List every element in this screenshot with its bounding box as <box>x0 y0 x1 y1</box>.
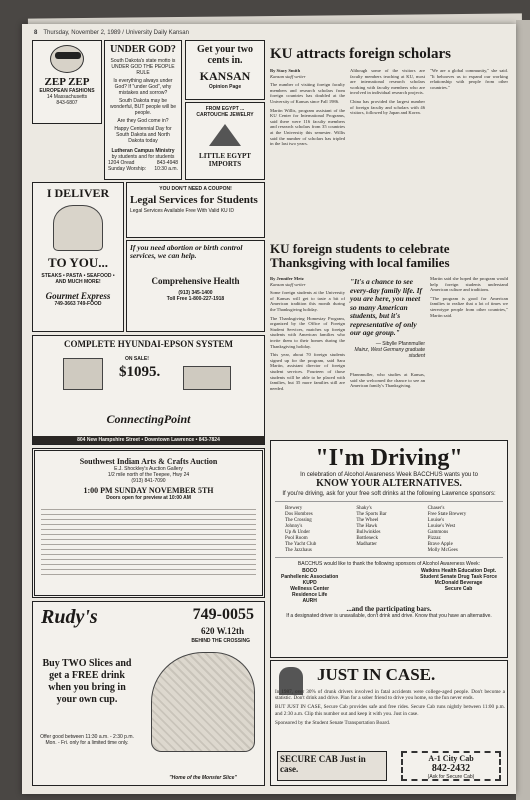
pyramid-icon <box>209 124 241 146</box>
zepzep-ad <box>32 40 102 124</box>
zepzep-phone: 843-6807 <box>56 100 78 106</box>
story1-para-1: Martin Willis, program assistant of the KU Center for International Programs, said there were 116 faculty members and research scholars from 35 countries at the University this semester. Willis said the number of scholars has tripled in the last two years. <box>270 107 345 147</box>
story1-byline: By Stacy Smith <box>270 68 301 73</box>
jewelry-brand: LITTLE EGYPT IMPORTS <box>199 152 251 168</box>
health-services-ad <box>126 240 265 332</box>
sponsor-item: The Jazzhaus <box>285 548 312 553</box>
under-god-line-2: South Dakota may be wonderful, BUT people will be people. <box>109 98 177 116</box>
jic-body <box>275 689 505 729</box>
story2-role: Kansan staff writer <box>270 281 306 287</box>
rudys-addr: 620 W.12th <box>200 626 244 636</box>
jewelry-line2: CARTOUCHE JEWELRY <box>196 112 254 118</box>
pullquote-author: — Sibylle Pfannmuller <box>375 340 425 347</box>
driving-know: KNOW YOUR ALTERNATIVES. <box>316 478 462 489</box>
hyundai-addr: 804 New Hampshire Street • Downtown Lawrence • 843-7824 <box>33 436 264 444</box>
sponsor-item <box>356 548 421 553</box>
rudys-phone: 749-0055 <box>192 606 254 623</box>
jic-city: A-1 City Cab <box>428 754 474 763</box>
sponsor-item: The Sports Bar <box>356 512 387 517</box>
story1-headline: KU attracts foreign scholars <box>270 46 451 62</box>
sponsor-item: Johnny's <box>285 524 303 529</box>
sponsor-item: Brewery <box>285 506 303 511</box>
sponsor-item: Up & Under <box>285 530 310 535</box>
jic-title: JUST IN CASE. <box>317 665 436 684</box>
driving-intro: In celebration of Alcohol Awareness Week BACCHUS wants you to <box>300 472 478 478</box>
sponsor-item: The Wheel <box>356 518 379 523</box>
driving-thanks: BACCHUS would like to thank the following sponsors of Alcohol Awareness Week: <box>297 561 481 567</box>
story1-para-0: The number of visiting foreign faculty members and research scholars from foreign countries has doubled at the University of Kansas since Fall 1986. <box>270 82 345 104</box>
sponsor-item: Pizzaz <box>427 536 441 541</box>
under-god-line-3: Are they God come in? <box>117 118 169 124</box>
deliver-items: STEAKS • PASTA • SEAFOOD • AND MUCH MORE! <box>41 273 115 285</box>
story2-para-1: The Thanksgiving Homestay Program, organized by the Office of Foreign Student Services, matches up foreign students with American families who invite them to their homes during the Thanksgiving holiday. <box>270 315 345 349</box>
story2-headline: KU foreign students to celebrate Thanksgiving with local families <box>270 241 450 270</box>
thanks-s5: Residence Life <box>292 592 328 598</box>
two-cents-paper: KANSAN <box>199 69 251 83</box>
rudys-pizza-ad <box>32 601 265 786</box>
under-god-foot: Lutheran Campus Ministry <box>111 148 175 154</box>
printer-illustration <box>183 366 231 390</box>
story2-col1 <box>270 276 345 436</box>
sponsor-item: Shaky's <box>356 506 372 511</box>
stacked-pages-edge <box>516 20 530 800</box>
jewelry-line1: FROM EGYPT ... <box>205 106 245 112</box>
under-god-line-0: South Dakota's state motto is UNDER GOD THE PEOPLE RULE <box>110 58 176 76</box>
sponsor-item: The Yacht Club <box>285 542 317 547</box>
pullquote-role: Mainz, West Germany graduate student <box>354 346 425 359</box>
sponsor-item: Molly McGees <box>427 548 458 553</box>
hyundai-title: COMPLETE HYUNDAI-EPSON SYSTEM <box>63 339 234 349</box>
jic-p3: Sponsored by the Student Senate Transportation Board. <box>275 719 391 726</box>
sponsor-item: Dos Hombres <box>285 512 313 517</box>
legal-services-ad <box>126 182 265 238</box>
zepzep-title: ZEP ZEP <box>44 76 90 88</box>
sponsor-item: Louise's <box>427 518 445 523</box>
sponsor-item: Madhatter <box>356 542 377 547</box>
sponsor-item: Louise's West <box>427 524 456 529</box>
abortion-head: If you need abortion or birth control services, we can help. <box>130 243 243 260</box>
story1-col1 <box>270 68 345 238</box>
im-driving-ad <box>270 440 508 658</box>
story2-para2-1: Martin said she hoped the program would help foreign students understand American culture and traditions. <box>430 276 508 293</box>
auction-dir: 1/2 mile north of the Teepee, Hwy 24 <box>107 472 190 478</box>
thanks-s8: Student Senate Drug Task Force <box>420 574 497 580</box>
deliver-phone: 749-3663 749-FOOD <box>54 301 102 307</box>
thanks-col-right <box>420 568 497 604</box>
sponsor-item: Free State Brewery <box>427 512 467 517</box>
thanks-s7: Watkins Health Education Dept. <box>421 568 497 574</box>
thanks-s3: KUPD <box>302 580 317 586</box>
sponsor-item: The Crossing <box>285 518 312 523</box>
rudys-deal: Buy TWO Slices and get a FREE drink when you bring in your own cup. <box>42 658 132 705</box>
story1-para-2: Although some of the visitors are faculty members teaching at KU, most are international research scholars working with faculty members who are involved in individual research projects. <box>350 68 425 96</box>
jic-p1: In 1987, over 30% of drunk drivers involved in fatal accidents were college-aged people. Don't become a statistic. Don't drink and drive. Plan for a sober friend to drive you home, so the fun never ends. <box>275 689 505 702</box>
under-god-title: UNDER GOD? <box>110 44 176 55</box>
face-illustration <box>50 45 84 73</box>
hyundai-price: $1095. <box>119 364 161 380</box>
city-cab-clip <box>401 751 501 781</box>
just-in-case-ad <box>270 660 508 786</box>
story1-col3 <box>430 68 508 238</box>
sponsor-item: Brave Apple <box>427 542 453 547</box>
auction-preview: Doors open for preview at 10:00 AM <box>106 495 191 501</box>
driving-tail: If a designated driver is unavailable, don't drink and drive. Know that you have an alternative. <box>286 613 492 619</box>
computer-illustration <box>63 358 103 390</box>
hyundai-brand: ConnectingPoint <box>106 412 191 426</box>
under-god-c4: 10:30 a.m. <box>154 166 178 172</box>
hyundai-sale: ON SALE! <box>125 356 149 362</box>
sponsor-item: The Hawk <box>356 524 378 529</box>
story1-para-3: China has provided the largest number of foreign faculty and scholars with 46 visitors, followed by Japan and Korea. <box>350 98 425 116</box>
thanks-s2: Panhellenic Association <box>281 574 339 580</box>
auction-by: E.J. Shockley's Auction Gallery <box>114 466 183 472</box>
sponsor-list <box>275 501 503 558</box>
sponsor-item: Gammons <box>427 530 449 535</box>
thanks-s9: McDonald Beverage <box>434 580 483 586</box>
chef-illustration <box>53 205 103 251</box>
under-god-ad <box>104 40 182 180</box>
two-cents-sub: Opinion Page <box>208 84 242 90</box>
thanks-s10: Secure Cab <box>444 586 473 592</box>
jic-p2: BUT JUST IN CASE, Secure Cab provides safe and free rides. Secure Cab runs nightly between 11:00 p.m. and 2:30 a.m. Clip this number out and keep it with you. Just in case. <box>275 704 505 717</box>
egypt-jewelry-ad <box>185 102 265 180</box>
deliver-title: I DELIVER <box>46 186 110 200</box>
coupon-header: YOU DON'T NEED A COUPON! <box>159 186 232 192</box>
two-cents-ad <box>185 40 265 100</box>
thanks-sponsors <box>275 567 503 605</box>
story2-byline: By Jennifer Metz <box>270 276 304 281</box>
thanks-s4: Wellness Center <box>290 586 330 592</box>
jic-cab: SECURE CAB Just in case. <box>280 754 366 774</box>
under-god-foot2: by students and for students <box>111 154 175 160</box>
zepzep-addr: 14 Massachusetts <box>46 94 88 100</box>
folio-line: Thursday, November 2, 1989 / University Daily Kansan <box>43 30 189 36</box>
sponsor-item: Bullwinkles <box>356 530 381 535</box>
driving-title: "I'm Driving" <box>315 445 463 471</box>
story1-role: Kansan staff writer <box>270 73 306 79</box>
pullquote-text: "It's a chance to see every-day family life. If you are here, you meet so many American students, but it's representative of only our age group." <box>350 277 423 337</box>
under-god-line-1: Is everything always under God? If "under God", why mistakes and sorrow? <box>113 78 173 96</box>
thanks-s1: BOCO <box>302 568 318 574</box>
auction-ad <box>32 448 265 598</box>
page-number: 8 <box>34 30 38 36</box>
story2-col3 <box>430 276 508 436</box>
hyundai-epson-ad <box>32 335 265 445</box>
under-god-c3: Sunday Worship: <box>108 166 146 172</box>
story2-para-0: Some foreign students at the University of Kansas will get to taste a bit of American tradition this month during the Thanksgiving holiday. <box>270 290 345 312</box>
driving-and: ...and the participating bars. <box>346 605 432 613</box>
page-folio <box>34 30 189 36</box>
sponsor-item: Bottleneck <box>356 536 378 541</box>
story2-para-2: This year, about 70 foreign students signed up for the program, said Sara Martin, assistant director of foreign student services. Fourteen of those students will be able to be placed with families, but 35 more families still are needed. <box>270 352 345 391</box>
coupon-title: Legal Services for Students <box>130 194 258 206</box>
zepzep-sub: EUROPEAN FASHIONS <box>39 88 95 94</box>
abortion-phone1: (913) 345-1400 <box>178 290 213 296</box>
jic-num: 842-2432 <box>431 763 471 774</box>
auction-tel: (913) 841-7090 <box>131 478 166 484</box>
secure-cab-logo <box>277 751 387 781</box>
sponsor-item: Pool Room <box>285 536 308 541</box>
story1-col2 <box>350 68 425 238</box>
rudys-tag: BEHIND THE CROSSING <box>191 638 250 644</box>
auction-title: Southwest Indian Arts & Crafts Auction <box>79 457 218 466</box>
auction-when: 1:00 PM SUNDAY NOVEMBER 5TH <box>83 486 214 495</box>
dinosaur-illustration <box>151 652 255 752</box>
rudys-home: "Home of the Monster Slice" <box>169 775 237 781</box>
story2-para2-0: Pfannmuller, who studies at Kansas, said she welcomed the chance to see an American family's Thanksgiving. <box>350 372 425 389</box>
under-god-c2: 843-4948 <box>156 160 178 166</box>
jic-ask: (Ask for Secure Cab) <box>427 774 475 780</box>
sponsor-item: Chaser's <box>427 506 445 511</box>
under-god-c1: 1204 Oread <box>108 160 135 166</box>
thanks-col-left <box>281 568 338 604</box>
story2-pullquote <box>350 278 425 368</box>
thanks-s6: AURH <box>302 598 317 604</box>
abortion-phone2: Toll Free 1-800-227-1918 <box>166 296 225 302</box>
deliver-brand: Gourmet Express <box>45 291 111 301</box>
deliver-to: TO YOU... <box>48 255 108 270</box>
auction-fineprint <box>41 505 256 575</box>
newspaper-page <box>22 24 516 794</box>
driving-ask: If you're driving, ask for your free soft drinks at the following Lawrence sponsors: <box>282 491 496 497</box>
rudys-time: Offer good between 11:30 a.m. - 2:30 p.m. Mon. - Fri. only for a limited time only. <box>40 734 134 746</box>
story1-para-4: "We are a global community," she said. "It behooves us to expand our working relationship with people from other countries." <box>430 68 508 90</box>
story2-para2-2: "The program is good for American families to realize that a lot of times we stereotype people from other countries," Martin said. <box>430 295 508 318</box>
coupon-sub: Legal Services Available Free With Valid KU ID <box>130 208 235 214</box>
abortion-brand: Comprehensive Health <box>151 276 240 286</box>
rudys-brand: Rudy's <box>41 606 98 628</box>
under-god-line-4: Happy Centennial Day for South Dakota and North Dakota today <box>114 126 172 144</box>
story2-col2 <box>350 372 425 436</box>
i-deliver-ad <box>32 182 124 332</box>
two-cents-title: Get your two cents in. <box>197 44 253 66</box>
